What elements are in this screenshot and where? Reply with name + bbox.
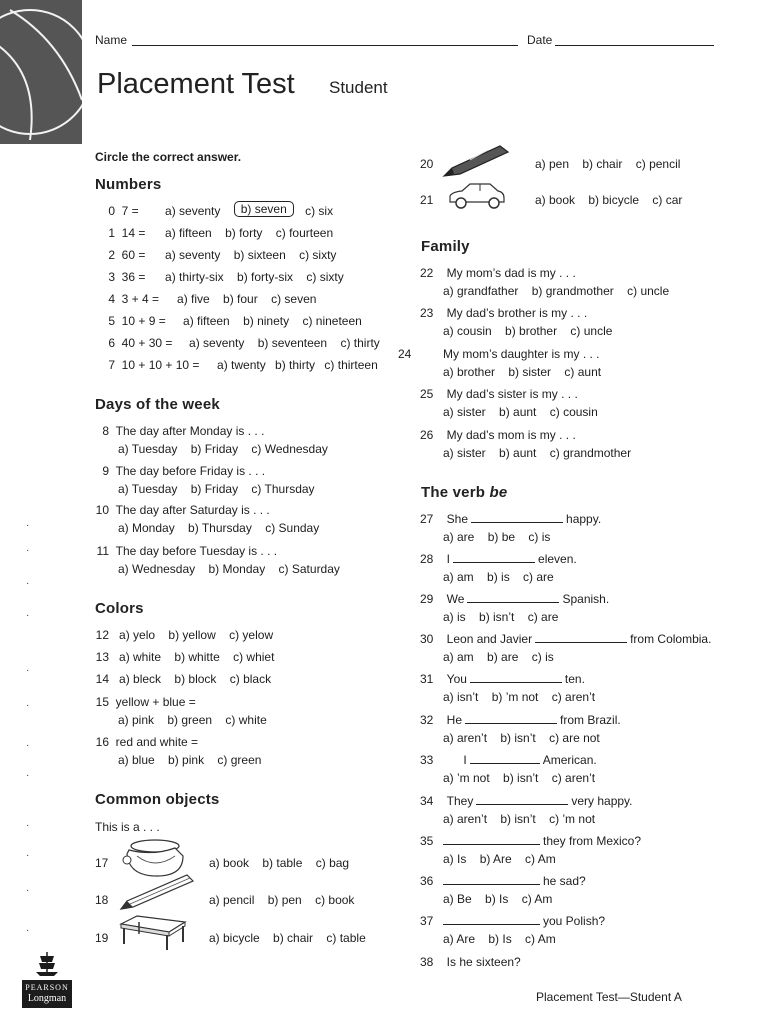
option-a[interactable]: a) blue [118, 753, 155, 767]
option-c[interactable]: c) is [531, 650, 554, 664]
question-23-options [443, 324, 622, 338]
question-21-number: 21 [420, 193, 434, 207]
option-c[interactable]: c) cousin [549, 405, 598, 419]
option-c[interactable]: c) aren’t [551, 771, 596, 785]
question-2: 2 60 = a) seventy b) sixteen c) sixty [108, 248, 337, 262]
question-33-options [443, 771, 605, 785]
option-b[interactable]: b) Monday [208, 562, 266, 576]
option-c[interactable]: c) Sunday [265, 521, 320, 535]
option-c[interactable]: c) six [305, 204, 334, 218]
option-b[interactable]: b) aunt [499, 446, 537, 460]
question-8-options [118, 442, 338, 456]
answer-blank[interactable] [470, 753, 540, 764]
option-c[interactable]: c) fourteen [275, 226, 334, 240]
question-16: 16 red and white = [95, 735, 199, 749]
option-c[interactable]: c) aren’t [551, 690, 596, 704]
option-b[interactable]: b) Friday [190, 482, 239, 496]
option-b[interactable]: b) are [487, 650, 519, 664]
question-5: 5 10 + 9 = a) fifteen b) ninety c) nineteen [108, 314, 362, 328]
option-b[interactable]: b) isn’t [503, 771, 539, 785]
car-image [446, 180, 508, 210]
option-a[interactable]: a) Is [443, 852, 467, 866]
question-19-number: 19 [95, 931, 109, 945]
margin-mark: · [26, 925, 30, 936]
option-c[interactable]: c) aunt [564, 365, 602, 379]
option-b[interactable]: b) Is [485, 892, 509, 906]
margin-mark: · [26, 740, 30, 751]
date-line[interactable] [555, 45, 714, 46]
question-29-options [443, 610, 568, 624]
question-22-options [443, 284, 679, 298]
option-a[interactable]: a) sister [443, 446, 486, 460]
option-b[interactable]: b) pen [267, 893, 302, 907]
option-a[interactable]: a) seventy [165, 248, 221, 262]
option-c[interactable]: c) table [326, 931, 366, 945]
option-c[interactable]: c) sixty [306, 270, 344, 284]
option-c[interactable]: c) is [528, 530, 551, 544]
option-b[interactable]: b) pink [168, 753, 205, 767]
question-32-options [443, 731, 610, 745]
question-15-options [118, 713, 277, 727]
option-c[interactable]: c) green [217, 753, 262, 767]
question-12: 12 a) yelo b) yellow c) yelow [95, 628, 274, 642]
option-c[interactable]: c) uncle [570, 324, 613, 338]
pearson-logo [22, 948, 72, 1008]
question-24-number: 24 [398, 347, 412, 361]
question-4: 4 3 + 4 = a) five b) four c) seven [108, 292, 317, 306]
option-a[interactable]: a) Tuesday [118, 442, 178, 456]
option-b[interactable]: b) Are [479, 852, 512, 866]
answer-blank[interactable] [443, 914, 540, 925]
option-a[interactable]: a) twenty [217, 358, 266, 372]
section-numbers: Numbers [95, 176, 162, 193]
margin-mark: · [26, 610, 30, 621]
question-20-options [535, 157, 690, 171]
option-b[interactable]: b) isn’t [500, 812, 536, 826]
logo-text-pearson: PEARSON [25, 983, 69, 992]
option-c[interactable]: c) Saturday [278, 562, 340, 576]
section-family: Family [421, 238, 470, 255]
option-a[interactable]: a) pencil [209, 893, 255, 907]
option-a[interactable]: a) aren’t [443, 731, 488, 745]
margin-mark: · [26, 578, 30, 589]
question-11-options [118, 562, 350, 576]
answer-blank[interactable] [465, 713, 557, 724]
logo-text-longman: Longman [27, 993, 67, 1004]
section-verb-be: The verb be [421, 484, 508, 501]
pen-image [440, 140, 512, 180]
question-27-options [443, 530, 560, 544]
answer-blank[interactable] [453, 552, 535, 563]
option-b[interactable]: b) sister [508, 365, 552, 379]
option-a[interactable]: a) is [443, 610, 466, 624]
question-36: 36 he sad? [420, 874, 586, 888]
option-a[interactable]: a) ’m not [443, 771, 490, 785]
option-a[interactable]: a) sister [443, 405, 486, 419]
instruction: Circle the correct answer. [95, 150, 242, 164]
option-b[interactable]: b) is [487, 570, 510, 584]
option-c[interactable]: c) whiet [233, 650, 275, 664]
option-c[interactable]: c) nineteen [302, 314, 362, 328]
option-a[interactable]: a) Wednesday [118, 562, 196, 576]
option-c[interactable]: c) Wednesday [251, 442, 328, 456]
question-18-options [209, 893, 364, 907]
option-a[interactable]: a) am [443, 650, 474, 664]
option-a[interactable]: a) seventy [189, 336, 245, 350]
option-b[interactable]: b) block [174, 672, 217, 686]
option-b[interactable]: b) seventeen [257, 336, 328, 350]
option-b[interactable]: b) four [223, 292, 258, 306]
option-a[interactable]: a) Are [443, 932, 476, 946]
question-37: 37 you Polish? [420, 914, 606, 928]
page-subtitle: Student [329, 78, 388, 96]
option-c[interactable]: c) seven [271, 292, 317, 306]
option-c[interactable]: c) are not [549, 731, 600, 745]
option-b[interactable]: b) ninety [243, 314, 290, 328]
option-b[interactable]: b) green [167, 713, 213, 727]
tennis-ball-graphic [0, 0, 82, 144]
question-29: 29 We Spanish. [420, 592, 610, 606]
option-a[interactable]: a) white [119, 650, 162, 664]
margin-mark: · [26, 850, 30, 861]
option-c[interactable]: c) black [229, 672, 272, 686]
question-31: 31 You ten. [420, 672, 585, 686]
question-34-options [443, 812, 605, 826]
option-a[interactable]: a) are [443, 530, 475, 544]
question-35-options [443, 852, 566, 866]
option-a[interactable]: a) Monday [118, 521, 175, 535]
option-c[interactable]: c) white [225, 713, 267, 727]
table-image [117, 912, 189, 952]
option-c[interactable]: c) thirteen [324, 358, 378, 372]
objects-intro: This is a . . . [95, 820, 160, 834]
option-a[interactable]: a) seventy [165, 204, 221, 218]
question-10-options [118, 521, 329, 535]
question-0: 0 7 = a) seventy b) seven c) six [108, 202, 334, 218]
question-26-options [443, 446, 641, 460]
option-a[interactable]: a) fifteen [165, 226, 212, 240]
option-a[interactable]: a) aren’t [443, 812, 488, 826]
option-b[interactable]: b) aunt [499, 405, 537, 419]
question-27: 27 She happy. [420, 512, 602, 526]
option-b[interactable]: b) sixteen [233, 248, 286, 262]
option-c[interactable]: c) are [527, 610, 559, 624]
question-3: 3 36 = a) thirty-six b) forty-six c) sixty [108, 270, 344, 284]
option-a[interactable]: a) book [209, 856, 250, 870]
question-7: 7 10 + 10 + 10 = a) twenty b) thirty c) thirteen [108, 358, 378, 372]
option-b[interactable]: b) isn’t [479, 610, 515, 624]
question-18-number: 18 [95, 893, 109, 907]
question-35: 35 they from Mexico? [420, 834, 642, 848]
option-b[interactable]: b) Thursday [188, 521, 252, 535]
option-a[interactable]: a) thirty-six [165, 270, 224, 284]
option-a[interactable]: a) Be [443, 892, 472, 906]
question-11: 11 The day before Tuesday is . . . [96, 544, 278, 558]
option-a[interactable]: a) pen [535, 157, 570, 171]
option-c[interactable]: c) Am [521, 892, 553, 906]
option-b-circled[interactable]: b) seven [234, 201, 294, 217]
margin-mark: · [26, 545, 30, 556]
option-c[interactable]: c) book [315, 893, 355, 907]
option-b[interactable]: b) chair [273, 931, 314, 945]
question-17-options [209, 856, 359, 870]
question-26: 26 My dad’s mom is my . . . [420, 428, 576, 442]
question-15: 15 yellow + blue = [95, 695, 196, 709]
question-6: 6 40 + 30 = a) seventy b) seventeen c) thirty [108, 336, 380, 350]
question-9: 9 The day before Friday is . . . [102, 464, 266, 478]
option-c[interactable]: c) are [523, 570, 554, 584]
question-9-options [118, 482, 325, 496]
option-c[interactable]: c) Am [525, 852, 556, 866]
margin-mark: · [26, 700, 30, 711]
option-b[interactable]: b) grandmother [531, 284, 614, 298]
question-23: 23 My dad’s brother is my . . . [420, 306, 588, 320]
logo-box [22, 980, 72, 1008]
option-c[interactable]: c) ’m not [549, 812, 596, 826]
option-b[interactable]: b) yellow [168, 628, 216, 642]
option-c[interactable]: c) thirty [340, 336, 380, 350]
question-34: 34 They very happy. [420, 794, 633, 808]
option-b[interactable]: b) forty [225, 226, 263, 240]
option-a[interactable]: a) brother [443, 365, 496, 379]
option-b[interactable]: b) ’m not [491, 690, 539, 704]
question-28: 28 I eleven. [420, 552, 577, 566]
option-c[interactable]: c) grandmother [549, 446, 632, 460]
option-a[interactable]: a) book [535, 193, 576, 207]
question-33: 33 I American. [420, 753, 597, 767]
option-b[interactable]: b) forty-six [237, 270, 294, 284]
answer-blank[interactable] [467, 592, 559, 603]
page-title: Placement Test [97, 68, 295, 100]
question-16-options [118, 753, 271, 767]
option-a[interactable]: a) bleck [119, 672, 162, 686]
answer-blank[interactable] [443, 874, 540, 885]
option-b[interactable]: b) brother [505, 324, 558, 338]
option-a[interactable]: a) am [443, 570, 474, 584]
option-b[interactable]: b) bicycle [588, 193, 640, 207]
question-30: 30 Leon and Javier from Colombia. [420, 632, 712, 646]
name-label: Name [95, 33, 128, 47]
margin-mark: · [26, 885, 30, 896]
question-20-number: 20 [420, 157, 434, 171]
question-32: 32 He from Brazil. [420, 713, 621, 727]
question-24: My mom’s daughter is my . . . [443, 347, 600, 361]
question-19-options [209, 931, 376, 945]
option-a[interactable]: a) pink [118, 713, 155, 727]
answer-blank[interactable] [535, 632, 627, 643]
section-colors: Colors [95, 600, 144, 617]
option-c[interactable]: c) sixty [299, 248, 337, 262]
option-b[interactable]: b) chair [582, 157, 623, 171]
question-17-number: 17 [95, 856, 109, 870]
option-a[interactable]: a) grandfather [443, 284, 519, 298]
date-label: Date [527, 33, 553, 47]
margin-mark: · [26, 820, 30, 831]
question-25-options [443, 405, 608, 419]
page-footer: Placement Test—Student A [536, 990, 682, 1001]
option-a[interactable]: a) five [177, 292, 210, 306]
question-22: 22 My mom’s dad is my . . . [420, 266, 576, 280]
question-8: 8 The day after Monday is . . . [102, 424, 265, 438]
question-13: 13 a) white b) whitte c) whiet [95, 650, 275, 664]
question-37-options [443, 932, 566, 946]
question-21-options [535, 193, 692, 207]
option-a[interactable]: a) yelo [119, 628, 156, 642]
answer-blank[interactable] [470, 672, 562, 683]
question-28-options [443, 570, 564, 584]
option-b[interactable]: b) whitte [174, 650, 220, 664]
question-31-options [443, 690, 605, 704]
option-c[interactable]: c) Thursday [251, 482, 315, 496]
option-c[interactable]: c) Am [525, 932, 556, 946]
option-c[interactable]: c) uncle [627, 284, 670, 298]
option-a[interactable]: a) bicycle [209, 931, 260, 945]
option-b[interactable]: b) thirty [275, 358, 316, 372]
option-b[interactable]: b) Is [488, 932, 512, 946]
question-38: 38 Is he sixteen? [420, 955, 521, 969]
option-c[interactable]: c) car [652, 193, 683, 207]
pencil-image [117, 873, 195, 913]
answer-blank[interactable] [476, 794, 568, 805]
corner-graphic [0, 0, 82, 144]
option-a[interactable]: a) cousin [443, 324, 492, 338]
option-b[interactable]: b) Friday [190, 442, 239, 456]
option-a[interactable]: a) fifteen [183, 314, 230, 328]
option-b[interactable]: b) table [262, 856, 303, 870]
question-14: 14 a) bleck b) block c) black [95, 672, 272, 686]
option-c[interactable]: c) yelow [229, 628, 274, 642]
question-1: 1 14 = a) fifteen b) forty c) fourteen [108, 226, 334, 240]
answer-blank[interactable] [471, 512, 563, 523]
option-a[interactable]: a) Tuesday [118, 482, 178, 496]
option-c[interactable]: c) bag [315, 856, 350, 870]
name-line[interactable] [132, 45, 518, 46]
section-objects: Common objects [95, 791, 220, 808]
option-b[interactable]: b) be [487, 530, 516, 544]
question-10: 10 The day after Saturday is . . . [95, 503, 270, 517]
section-days: Days of the week [95, 396, 220, 413]
ship-icon [22, 948, 72, 978]
margin-mark: · [26, 665, 30, 676]
margin-mark: · [26, 520, 30, 531]
question-30-options [443, 650, 564, 664]
question-36-options [443, 892, 562, 906]
question-24-options [443, 365, 611, 379]
option-a[interactable]: a) isn’t [443, 690, 479, 704]
question-25: 25 My dad’s sister is my . . . [420, 387, 578, 401]
margin-mark: · [26, 770, 30, 781]
option-c[interactable]: c) pencil [635, 157, 681, 171]
answer-blank[interactable] [443, 834, 540, 845]
option-b[interactable]: b) isn’t [500, 731, 536, 745]
